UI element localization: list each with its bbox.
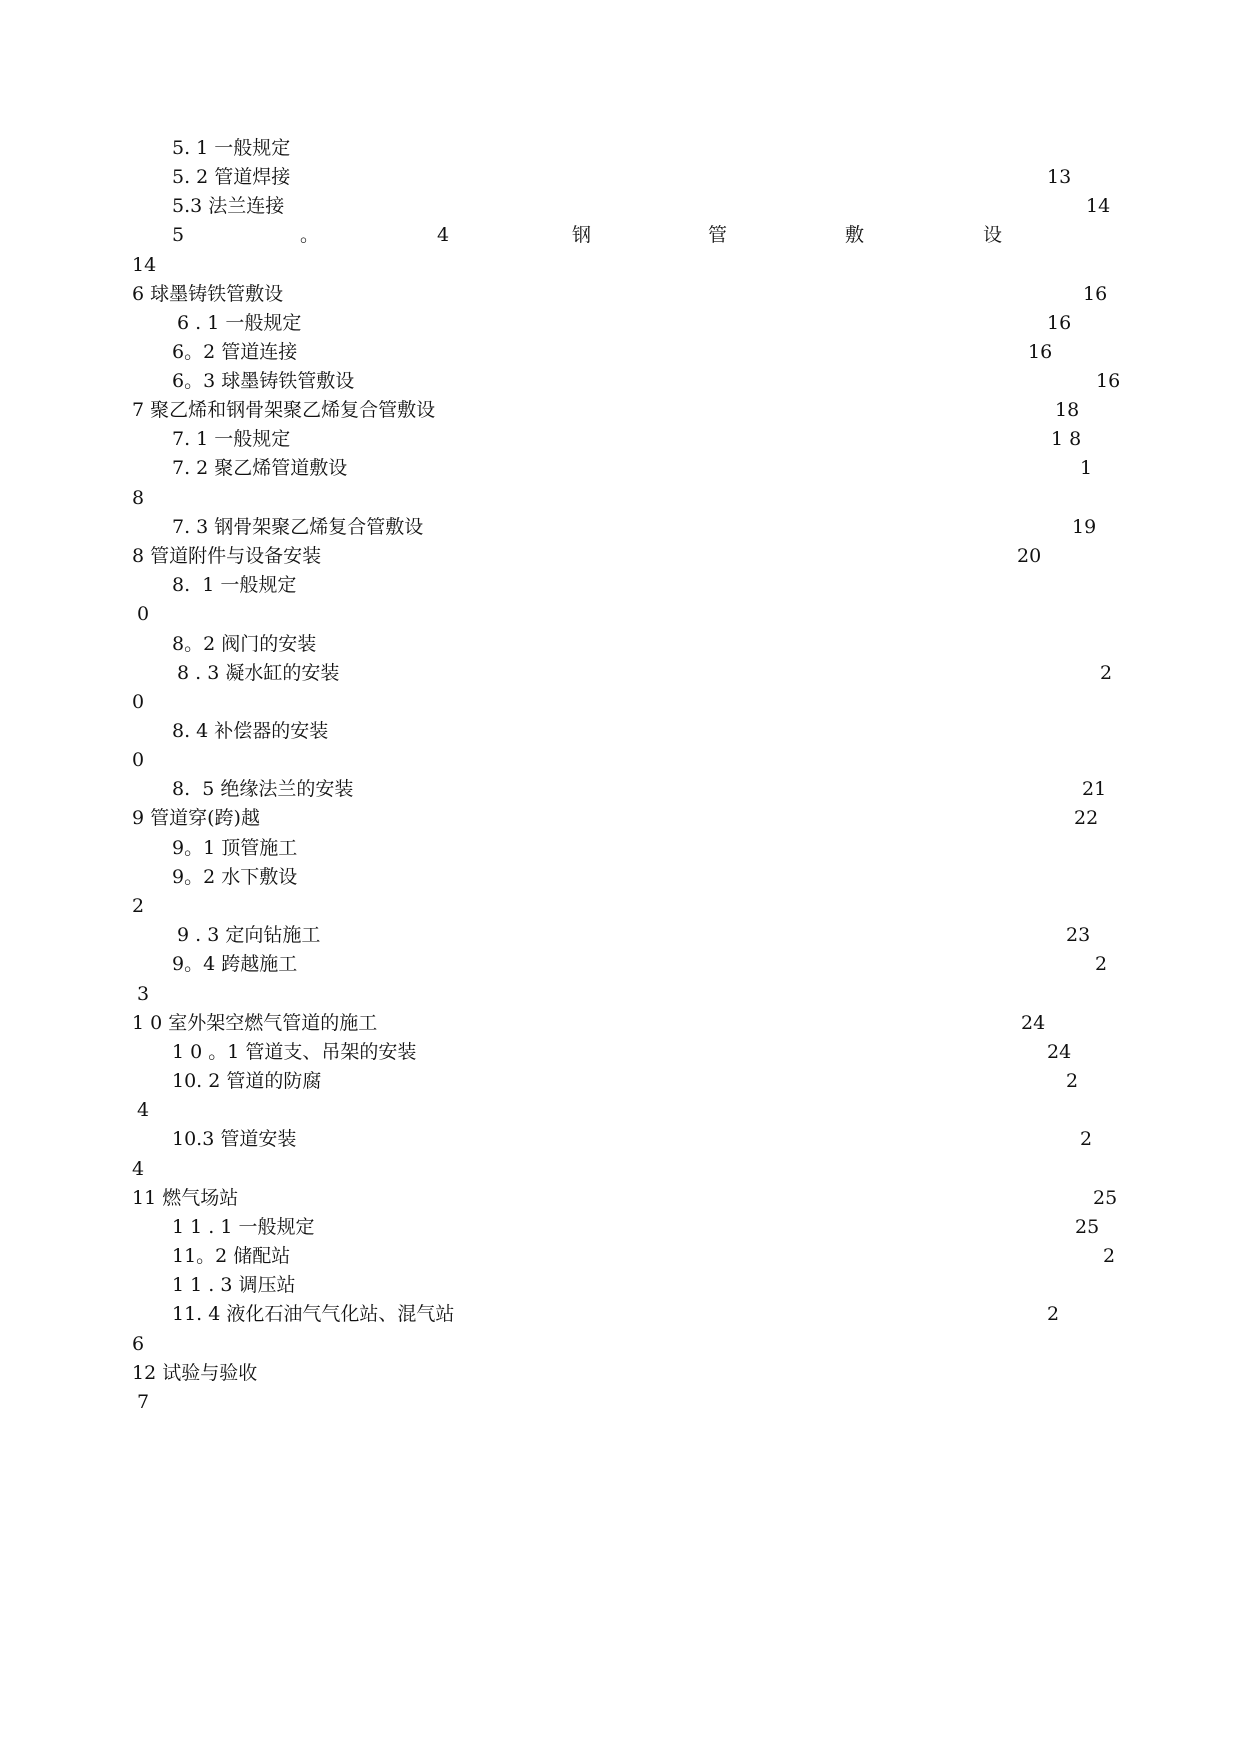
toc-entry-9-3: 9 . 3 定向钻施工 — [177, 924, 321, 946]
toc-page-number: 1 — [1080, 457, 1093, 479]
toc-entry-6-1: 6 . 1 一般规定 — [177, 312, 302, 334]
toc-chapter-6: 6 球墨铸铁管敷设 — [132, 283, 284, 305]
toc-entry-6-2: 6。2 管道连接 — [172, 341, 298, 363]
toc-entry-5-4-part: 5 — [172, 224, 185, 246]
toc-entry-7-1: 7. 1 一般规定 — [172, 428, 291, 450]
toc-entry-11-3: 1 1 . 3 调压站 — [172, 1274, 296, 1296]
toc-page-number: 16 — [1047, 312, 1072, 334]
toc-entry-11-1: 1 1 . 1 一般规定 — [172, 1216, 315, 1238]
toc-page-number: 16 — [1083, 283, 1108, 305]
toc-entry-8-2: 8。2 阀门的安装 — [172, 633, 317, 655]
toc-chapter-11: 11 燃气场站 — [132, 1187, 239, 1209]
toc-entry-11-4: 11. 4 液化石油气气化站、混气站 — [172, 1303, 455, 1325]
toc-entry-5-1: 5. 1 一般规定 — [172, 137, 291, 159]
toc-page-number: 2 — [1080, 1128, 1093, 1150]
toc-page-number: 23 — [1066, 924, 1091, 946]
toc-page-number: 25 — [1093, 1187, 1118, 1209]
toc-chapter-9: 9 管道穿(跨)越 — [132, 807, 260, 829]
toc-page-number: 16 — [1028, 341, 1053, 363]
toc-page-number: 0 — [132, 749, 145, 771]
toc-chapter-8: 8 管道附件与设备安装 — [132, 545, 322, 567]
toc-page-number: 7 — [137, 1391, 150, 1413]
toc-entry-10-3: 10.3 管道安装 — [172, 1128, 297, 1150]
toc-page-number: 16 — [1096, 370, 1121, 392]
toc-page-number: 4 — [137, 1099, 150, 1121]
toc-entry-5-4-part: 。 — [300, 224, 320, 246]
toc-page-number: 4 — [132, 1158, 145, 1180]
toc-entry-8-1: 8. 1 一般规定 — [172, 574, 297, 596]
toc-page-number: 21 — [1082, 778, 1107, 800]
toc-page-number: 6 — [132, 1333, 145, 1355]
toc-page-number: 3 — [137, 983, 150, 1005]
toc-entry-7-3: 7. 3 钢骨架聚乙烯复合管敷设 — [172, 516, 424, 538]
toc-chapter-7: 7 聚乙烯和钢骨架聚乙烯复合管敷设 — [132, 399, 436, 421]
toc-page-number: 8 — [132, 487, 145, 509]
toc-entry-5-2: 5. 2 管道焊接 — [172, 166, 291, 188]
toc-page-number: 2 — [1066, 1070, 1079, 1092]
toc-entry-9-1: 9。1 顶管施工 — [172, 837, 298, 859]
toc-entry-7-2: 7. 2 聚乙烯管道敷设 — [172, 457, 348, 479]
toc-page-number: 13 — [1047, 166, 1072, 188]
toc-entry-8-4: 8. 4 补偿器的安装 — [172, 720, 329, 742]
toc-page-number: 0 — [137, 603, 150, 625]
toc-entry-8-5: 8. 5 绝缘法兰的安装 — [172, 778, 354, 800]
toc-entry-5-4-part: 设 — [983, 224, 1003, 246]
toc-page-number: 1 8 — [1051, 428, 1082, 450]
toc-entry-9-2: 9。2 水下敷设 — [172, 866, 298, 888]
toc-page-number: 25 — [1075, 1216, 1100, 1238]
toc-entry-5-4-part: 管 — [708, 224, 728, 246]
toc-entry-10-1: 1 0 。1 管道支、吊架的安装 — [172, 1041, 417, 1063]
toc-entry-9-4: 9。4 跨越施工 — [172, 953, 298, 975]
toc-page-number: 2 — [1103, 1245, 1116, 1267]
toc-chapter-10: 1 0 室外架空燃气管道的施工 — [132, 1012, 378, 1034]
toc-chapter-12: 12 试验与验收 — [132, 1362, 258, 1384]
toc-page-number: 14 — [1086, 195, 1111, 217]
toc-page-number: 2 — [132, 895, 145, 917]
toc-page-number: 2 — [1095, 953, 1108, 975]
toc-page-number: 18 — [1055, 399, 1080, 421]
toc-page-number: 19 — [1072, 516, 1097, 538]
toc-page-number: 14 — [132, 254, 157, 276]
toc-page-number: 22 — [1074, 807, 1099, 829]
toc-entry-5-4-part: 钢 — [572, 224, 592, 246]
toc-entry-8-3: 8 . 3 凝水缸的安装 — [177, 662, 340, 684]
toc-page-number: 20 — [1017, 545, 1042, 567]
toc-entry-5-4-part: 4 — [437, 224, 450, 246]
toc-page-number: 24 — [1047, 1041, 1072, 1063]
toc-page-number: 2 — [1100, 662, 1113, 684]
toc-entry-5-4-part: 敷 — [845, 224, 865, 246]
toc-entry-10-2: 10. 2 管道的防腐 — [172, 1070, 322, 1092]
toc-entry-6-3: 6。3 球墨铸铁管敷设 — [172, 370, 355, 392]
toc-entry-11-2: 11。2 储配站 — [172, 1245, 291, 1267]
toc-page-number: 2 — [1047, 1303, 1060, 1325]
toc-entry-5-3: 5.3 法兰连接 — [172, 195, 285, 217]
toc-page-number: 24 — [1021, 1012, 1046, 1034]
toc-page-number: 0 — [132, 691, 145, 713]
